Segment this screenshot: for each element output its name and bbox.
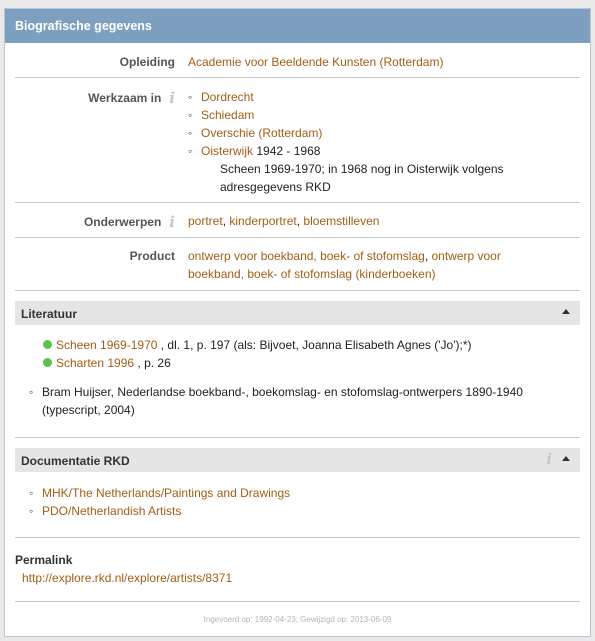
literatuur-other [29,383,523,419]
literatuur-ref-text: , p. 26 [134,356,171,370]
green-dot-icon [43,340,52,349]
caret-up-icon[interactable] [562,309,570,314]
biography-panel [4,8,591,637]
werkzaam-note-line2: adresgegevens RKD [220,180,331,194]
literatuur-title: Literatuur [21,307,78,321]
literatuur-other-item [29,383,523,419]
product-values [188,247,548,283]
divider [15,202,580,203]
onderwerp-link[interactable]: portret [188,214,223,228]
werkzaam-place-link[interactable]: Dordrecht [201,90,254,104]
literatuur-ref-link[interactable]: Scharten 1996 [56,356,135,370]
literatuur-section-header[interactable] [15,301,580,325]
comma: , [296,214,304,228]
divider [15,601,580,602]
werkzaam-label [5,89,175,107]
literatuur-other-line1: ◦ Bram Huijser, Nederlandse boekband-, boekomslag- en stofomslag-ontwerpers 1890-1940 [42,385,523,399]
werkzaam-values [188,88,504,196]
werkzaam-place-link[interactable]: Schiedam [201,108,255,122]
footer-meta: Ingevoerd op: 1992-04-23; Gewijzigd op: 2013-06-09 [203,615,392,624]
werkzaam-item [188,88,504,106]
documentatie-link[interactable]: MHK/The Netherlands/Paintings and Drawings [42,486,291,500]
onderwerpen-label-text: Onderwerpen [83,215,162,229]
onderwerpen-label [5,213,175,231]
werkzaam-place-link[interactable]: Oisterwijk [201,144,254,158]
onderwerp-link[interactable]: kinderportret [229,214,297,228]
product-label: Product [129,249,175,263]
literatuur-other-line2: (typescript, 2004) [42,403,135,417]
documentatie-title: Documentatie RKD [21,454,130,468]
onderwerpen-values [188,212,379,230]
permalink-value [22,571,232,585]
werkzaam-label-text: Werkzaam in [88,91,162,105]
caret-up-icon[interactable] [562,456,570,461]
comma: , [424,249,432,263]
werkzaam-item [188,142,504,160]
permalink-link[interactable]: http://explore.rkd.nl/explore/artists/8371 [22,571,233,585]
permalink-label: Permalink [15,553,73,567]
werkzaam-note-line1: Scheen 1969-1970; in 1968 nog in Oisterwijk volgens [220,162,504,176]
literatuur-ref-text: , dl. 1, p. 197 (als: Bijvoet, Joanna Elisabeth Agnes ('Jo');*) [157,338,472,352]
comma: , [222,214,230,228]
documentatie-link[interactable]: PDO/Netherlandish Artists [42,504,182,518]
product-link[interactable]: boekband, boek- of stofomslag (kinderboeken) [188,267,436,281]
opleiding-label: Opleiding [119,55,175,69]
panel-title: Biografische gegevens [15,19,152,33]
documentatie-list [29,484,290,520]
divider [15,290,580,291]
info-icon[interactable]: i [546,450,552,468]
product-link[interactable]: ontwerp voor [431,249,501,263]
green-dot-icon [43,358,52,367]
documentatie-section-header[interactable] [15,448,580,472]
werkzaam-item [188,124,504,142]
literatuur-refs [43,336,472,372]
documentatie-item [29,484,290,502]
documentatie-item [29,502,290,520]
werkzaam-place-link[interactable]: Overschie (Rotterdam) [201,126,323,140]
opleiding-link[interactable]: Academie voor Beeldende Kunsten (Rotterdam) [188,55,444,69]
werkzaam-item [188,106,504,124]
literatuur-ref [43,354,472,372]
onderwerp-link[interactable]: bloemstilleven [303,214,380,228]
literatuur-ref-link[interactable]: Scheen 1969-1970 [56,338,158,352]
divider [15,437,580,438]
panel-header [5,9,590,43]
divider [15,537,580,538]
divider [15,237,580,238]
divider [15,77,580,78]
opleiding-value [188,53,443,71]
literatuur-ref [43,336,472,354]
werkzaam-years: 1942 - 1968 [256,144,321,158]
info-icon[interactable]: i [169,213,175,231]
product-link[interactable]: ontwerp voor boekband, boek- of stofomslag [188,249,425,263]
info-icon[interactable]: i [169,89,175,107]
